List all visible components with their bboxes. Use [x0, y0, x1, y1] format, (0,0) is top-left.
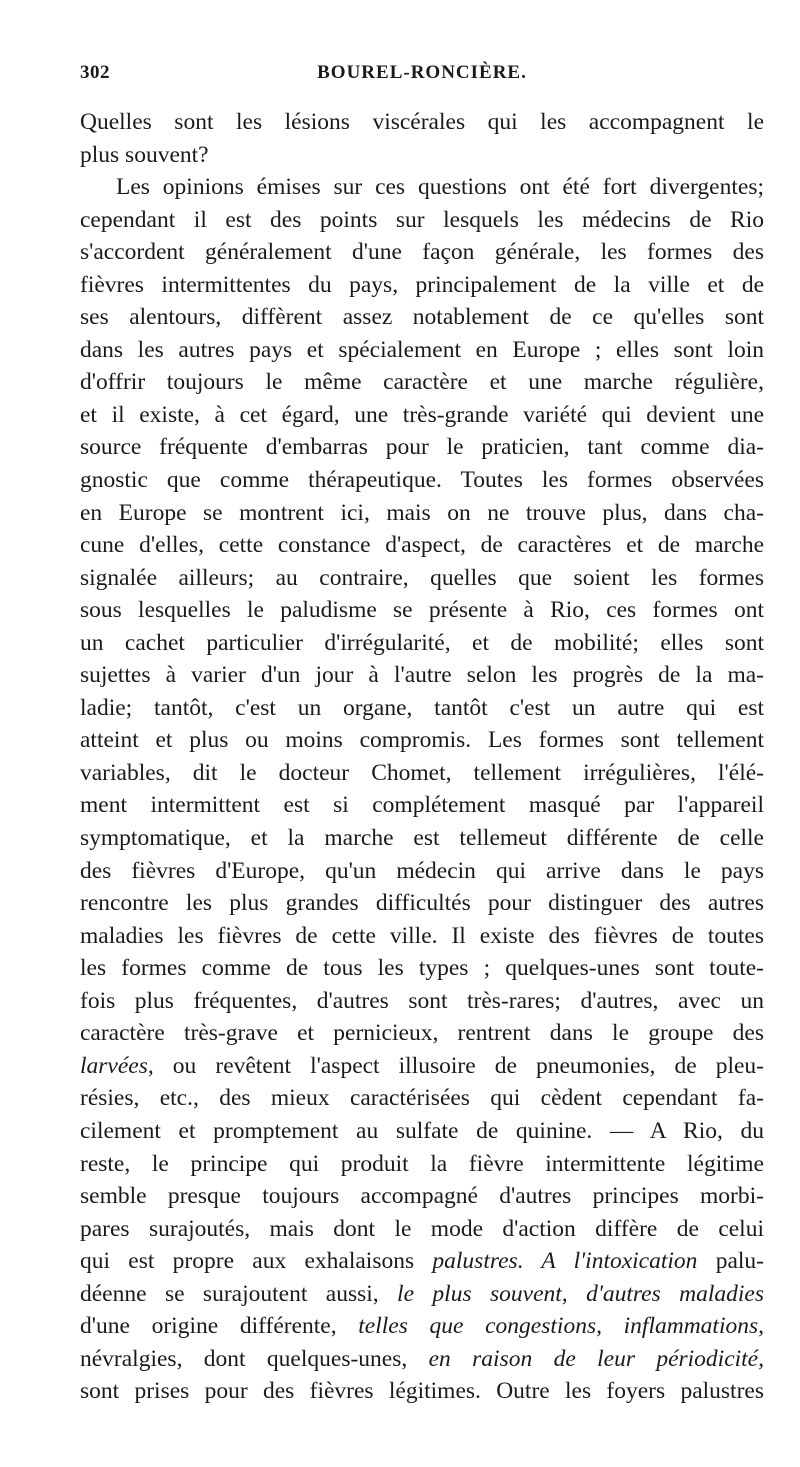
text-line: atteint et plus ou moins compromis. Les formes sont tellement — [80, 727, 764, 754]
text-line: d'offrir toujours le même caractère et une marche régulière, — [80, 369, 764, 396]
text-line: cune d'elles, cette constance d'aspect, de caractères et de marche — [80, 532, 764, 559]
text-line: cependant il est des points sur lesquels les médecins de Rio — [80, 206, 764, 233]
text-line: sujettes à varier d'un jour à l'autre selon les progrès de la ma- — [80, 662, 764, 689]
text-line: dans les autres pays et spécialement en Europe ; elles sont loin — [80, 336, 764, 363]
text-line: caractère très-grave et pernicieux, rentrent dans le groupe des — [80, 1020, 764, 1047]
italic-fragment: en raison de leur périodicité, — [428, 1345, 764, 1372]
text-line: Quelles sont les lésions viscérales qui les accompagnent le — [80, 109, 764, 135]
text-line: source fréquente d'embarras pour le praticien, tant comme dia- — [80, 434, 764, 461]
text-fragment: névralgies, dont quelques-unes, — [80, 1345, 429, 1372]
text-line: et il existe, à cet égard, une très-grande variété qui devient une — [80, 401, 764, 428]
text-fragment: d'une origine différente, — [80, 1313, 359, 1340]
text-line: reste, le principe qui produit la fièvre intermittente légitime — [80, 1150, 764, 1177]
text-line: signalée ailleurs; au contraire, quelles que soient les formes — [80, 564, 764, 591]
text-line: rencontre les plus grandes difficultés pour distinguer des autres — [80, 890, 764, 917]
text-line: maladies les fièvres de cette ville. Il existe des fièvres de toutes — [80, 922, 764, 949]
italic-term: larvées — [80, 1052, 148, 1079]
text-line: pares surajoutés, mais dont le mode d'action diffère de celui — [80, 1215, 764, 1242]
text-fragment: déenne se surajoutent aussi, — [80, 1280, 398, 1307]
text-line: sous lesquelles le paludisme se présente à Rio, ces formes ont — [80, 597, 764, 624]
text-line: plus souvent? — [80, 141, 209, 168]
text-line: fièvres intermittentes du pays, principalement de la ville et de — [80, 271, 764, 298]
running-title: BOUREL-RONCIÈRE. — [317, 62, 527, 83]
italic-fragment: palustres. A l'intoxication — [432, 1248, 698, 1275]
italic-fragment: le plus souvent, d'autres maladies — [397, 1280, 764, 1307]
text-line — [80, 1245, 764, 1278]
text-line: sont prises pour des fièvres légitimes. Outre les foyers palustres — [80, 1378, 764, 1405]
text-line — [80, 1310, 764, 1343]
text-line: semble presque toujours accompagné d'autres principes morbi- — [80, 1183, 764, 1210]
text-line: symptomatique, et la marche est tellemeut différente de celle — [80, 825, 764, 852]
text-line: ses alentours, diffèrent assez notablement de ce qu'elles sont — [80, 304, 764, 331]
text-line — [80, 1050, 764, 1083]
text-line: ladie; tantôt, c'est un organe, tantôt c'est un autre qui est — [80, 694, 764, 721]
text-line: des fièvres d'Europe, qu'un médecin qui arrive dans le pays — [80, 857, 764, 884]
body-text — [80, 106, 764, 1408]
text-line: s'accordent généralement d'une façon générale, les formes des — [80, 239, 764, 266]
text-line: en Europe se montrent ici, mais on ne trouve plus, dans cha- — [80, 499, 764, 526]
page-number: 302 — [80, 62, 110, 83]
running-head — [80, 62, 764, 92]
text-line: fois plus fréquentes, d'autres sont très-rares; d'autres, avec un — [80, 987, 764, 1014]
text-line: ment intermittent est si complétement masqué par l'appareil — [80, 792, 764, 819]
text-line: résies, etc., des mieux caractérisées qui cèdent cependant fa- — [80, 1085, 764, 1112]
text-fragment: palu- — [697, 1248, 764, 1275]
text-line: variables, dit le docteur Chomet, tellement irrégulières, l'élé- — [80, 759, 764, 786]
text-fragment: qui est propre aux exhalaisons — [80, 1248, 433, 1275]
text-fragment: , ou revêtent l'aspect illusoire de pneumonies, de pleu- — [147, 1052, 764, 1079]
italic-fragment: telles que congestions, inflammations, — [358, 1313, 764, 1340]
text-line: les formes comme de tous les types ; quelques-unes sont toute- — [80, 955, 764, 982]
text-line — [80, 1278, 764, 1311]
text-line — [80, 1343, 764, 1376]
text-line: gnostic que comme thérapeutique. Toutes les formes observées — [80, 467, 764, 494]
text-line: Les opinions émises sur ces questions ont été fort divergentes; — [116, 174, 764, 201]
text-line: cilement et promptement au sulfate de quinine. — A Rio, du — [80, 1117, 764, 1144]
text-line: un cachet particulier d'irrégularité, et de mobilité; elles sont — [80, 629, 764, 656]
